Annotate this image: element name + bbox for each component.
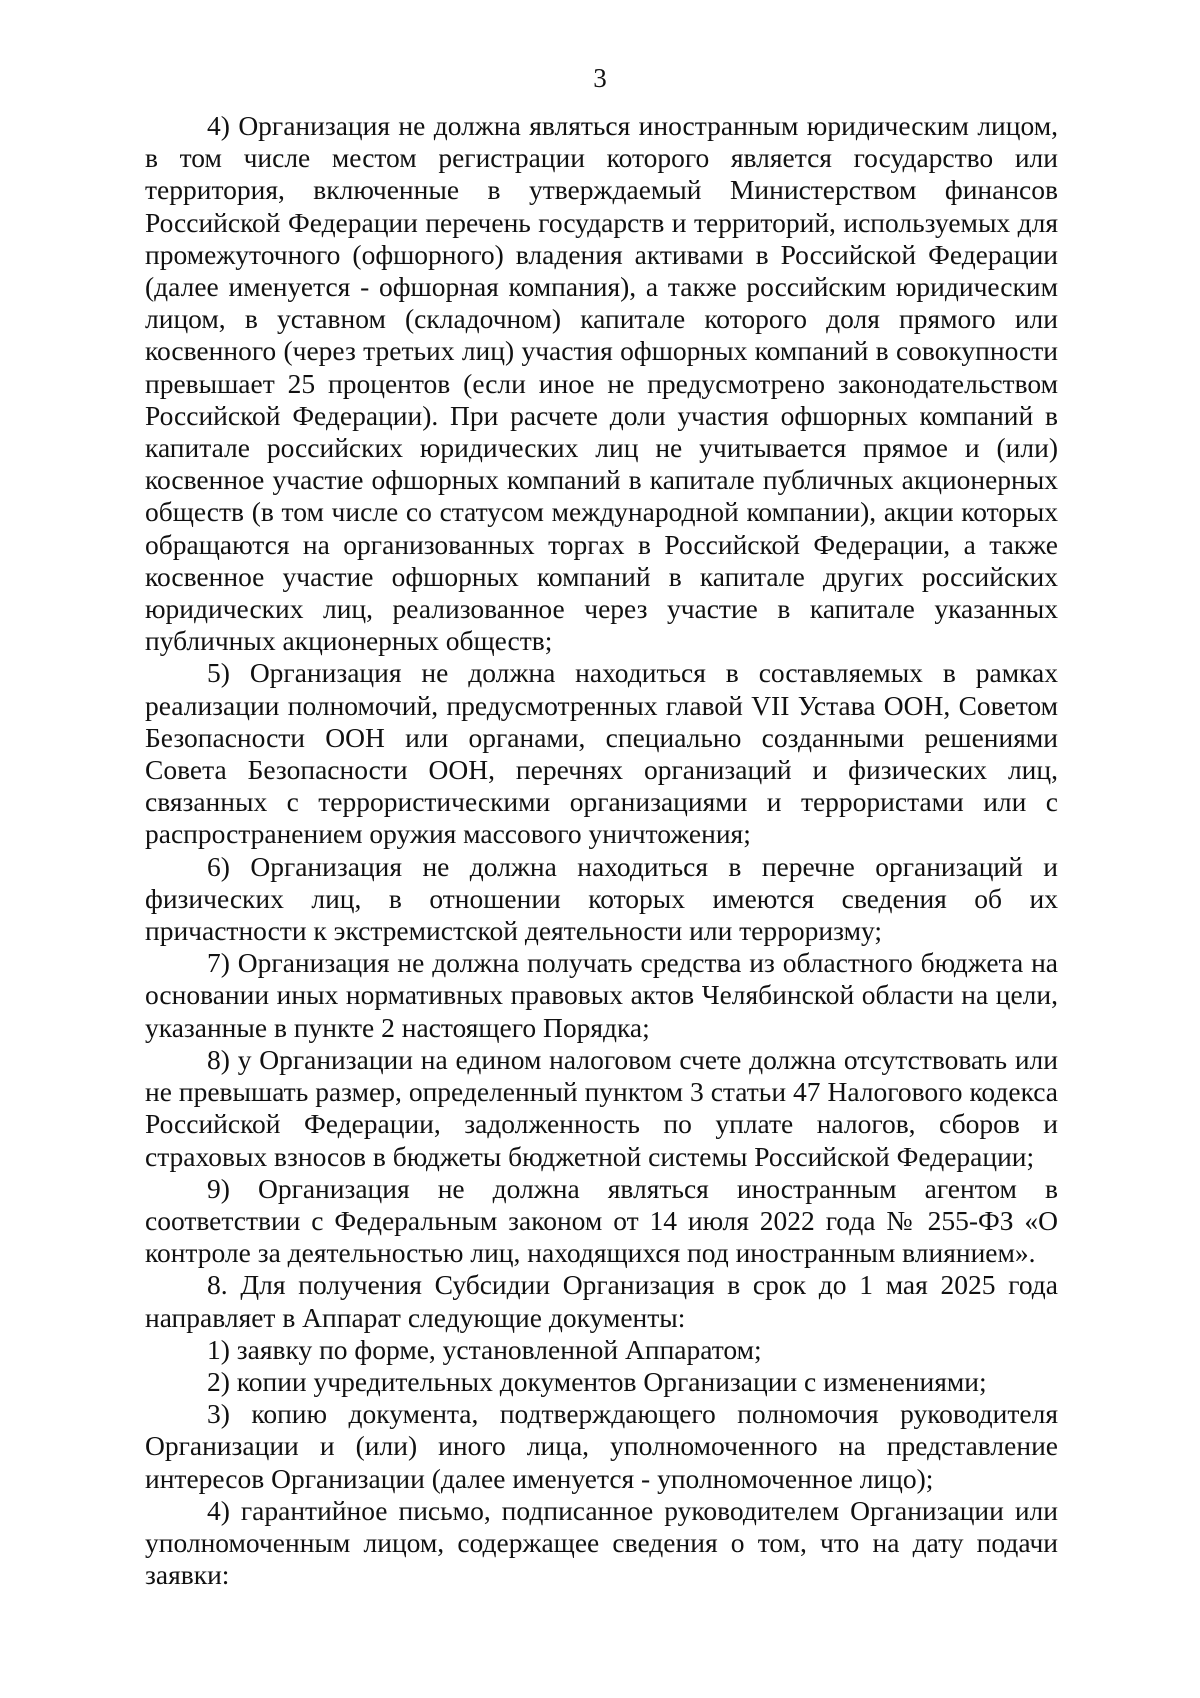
- paragraph-section-8-documents: 8. Для получения Субсидии Организация в срок до 1 мая 2025 года направляет в Аппарат следующие документы:: [145, 1269, 1058, 1333]
- paragraph-item-9-foreign-agent: 9) Организация не должна являться иностранным агентом в соответствии с Федеральным законом от 14 июля 2022 года № 255-ФЗ «О контроле за деятельностью лиц, находящихся под иностранным влиянием».: [145, 1172, 1058, 1269]
- paragraph-doc-1-application: 1) заявку по форме, установленной Аппаратом;: [207, 1333, 762, 1365]
- paragraph-doc-2-charter-copies: 2) копии учредительных документов Организации с изменениями;: [207, 1365, 987, 1397]
- document-body: [145, 110, 1058, 1591]
- paragraph-item-7-regional-budget: 7) Организация не должна получать средства из областного бюджета на основании иных нормативных правовых актов Челябинской области на цели, указанные в пункте 2 настоящего Порядка;: [145, 947, 1058, 1043]
- page-number: 3: [593, 63, 607, 93]
- paragraph-item-4-offshore: 4) Организация не должна являться иностранным юридическим лицом, в том числе местом регистрации которого является государство или территория, включенные в утверждаемый Министерством финансов Российской Федерации перечень государств и территорий, используемых для промежуточного (офшорного) владения активами в Российской Федерации (далее именуется - офшорная компания), а также российским юридическим лицом, в уставном (складочном) капитале которого доля прямого или косвенного (через третьих лиц) участия офшорных компаний в совокупности превышает 25 процентов (если иное не предусмотрено законодательством Российской Федерации). При расчете доли участия офшорных компаний в капитале российских юридических лиц не учитывается прямое и (или) косвенное участие офшорных компаний в капитале публичных акционерных обществ (в том числе со статусом международной компании), акции которых обращаются на организованных торгах в Российской Федерации, а также косвенное участие офшорных компаний в капитале других российских юридических лиц, реализованное через участие в капитале указанных публичных акционерных обществ;: [145, 110, 1058, 657]
- paragraph-item-6-extremism-list: 6) Организация не должна находиться в перечне организаций и физических лиц, в отношении которых имеются сведения об их причастности к экстремистской деятельности или терроризму;: [145, 850, 1058, 947]
- paragraph-item-8-tax-debt: 8) у Организации на едином налоговом счете должна отсутствовать или не превышать размер, определенный пунктом 3 статьи 47 Налогового кодекса Российской Федерации, задолженность по уплате налогов, сборов и страховых взносов в бюджеты бюджетной системы Российской Федерации;: [145, 1043, 1058, 1172]
- paragraph-item-5-un-sanctions: 5) Организация не должна находиться в составляемых в рамках реализации полномочий, предусмотренных главой VII Устава ООН, Советом Безопасности ООН или органами, специально созданными решениями Совета Безопасности ООН, перечнях организаций и физических лиц, связанных с террористическими организациями и террористами или с распространением оружия массового уничтожения;: [145, 657, 1058, 850]
- paragraph-doc-3-authority-copy: 3) копию документа, подтверждающего полномочия руководителя Организации и (или) иного лица, уполномоченного на представление интересов Организации (далее именуется - уполномоченное лицо);: [145, 1398, 1058, 1494]
- paragraph-doc-4-guarantee-letter: 4) гарантийное письмо, подписанное руководителем Организации или уполномоченным лицом, содержащее сведения о том, что на дату подачи заявки:: [145, 1494, 1058, 1591]
